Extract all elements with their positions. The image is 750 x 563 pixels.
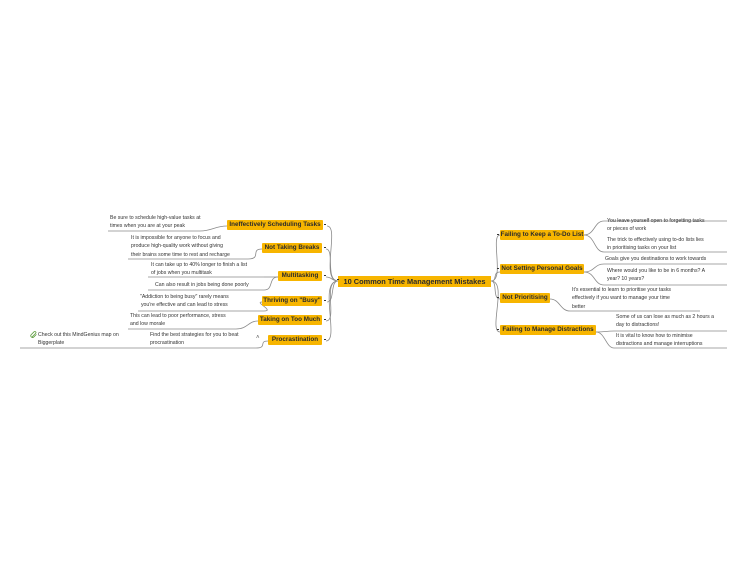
- central-marker: [337, 279, 339, 280]
- note-procrastination: Find the best strategies for you to beat procrastination: [150, 332, 239, 347]
- topic-failing-distractions[interactable]: Failing to Manage Distractions: [500, 325, 596, 335]
- note-forgetting-tasks: You leave yourself open to forgetting tasks or pieces of work: [607, 218, 705, 233]
- note-dots: ˄: [256, 335, 260, 341]
- expand-marker[interactable]: [497, 297, 499, 298]
- expand-marker[interactable]: [324, 275, 326, 276]
- expand-marker[interactable]: [324, 224, 326, 225]
- expand-marker[interactable]: [324, 319, 326, 320]
- topic-multitasking[interactable]: Multitasking: [278, 271, 322, 281]
- note-breaks: It is impossible for anyone to focus and produce high-quality work without giving their brains some time to rest and recharge: [131, 235, 230, 258]
- paperclip-icon: [30, 331, 38, 339]
- topic-procrastination[interactable]: Procrastination: [268, 335, 322, 345]
- note-goals-where: Where would you like to be in 6 months? A year? 10 years?: [607, 268, 706, 283]
- expand-marker[interactable]: [324, 300, 326, 301]
- topic-thriving-on-busy[interactable]: Thriving on "Busy": [263, 297, 321, 304]
- topic-failing-to-do-list[interactable]: Failing to Keep a To-Do List: [500, 231, 584, 238]
- note-todo-trick: The trick to effectively using to-do lists lies in prioritising tasks on your list: [607, 237, 704, 252]
- topic-ineffectively-scheduling-tasks[interactable]: Ineffectively Scheduling Tasks: [227, 220, 323, 230]
- expand-marker[interactable]: [497, 234, 499, 235]
- topic-taking-on-too-much[interactable]: Taking on Too Much: [259, 316, 321, 323]
- expand-marker[interactable]: [324, 247, 326, 248]
- expand-marker[interactable]: [497, 329, 499, 330]
- note-minimise-distractions: It is vital to know how to minimise distractions and manage interruptions: [616, 333, 703, 348]
- topic-not-prioritising[interactable]: Not Prioritising: [500, 293, 550, 303]
- expand-marker[interactable]: [324, 339, 326, 340]
- note-schedule-peak: Be sure to schedule high-value tasks at times when you are at your peak: [110, 215, 201, 230]
- topic-not-setting-goals[interactable]: Not Setting Personal Goals: [501, 265, 583, 272]
- note-multitask-poor: Can also result in jobs being done poorly: [155, 282, 249, 288]
- note-lose-hours: Some of us can lose as much as 2 hours a day to distractions!: [616, 314, 715, 329]
- central-topic[interactable]: [338, 276, 491, 287]
- central-topic-label: 10 Common Time Management Mistakes: [343, 277, 486, 286]
- topic-not-taking-breaks[interactable]: Not Taking Breaks: [262, 243, 322, 253]
- note-goals-destinations: Goals give you destinations to work towards: [605, 256, 707, 262]
- expand-marker[interactable]: [497, 268, 499, 269]
- note-multitask-longer: It can take up to 40% longer to finish a list of jobs when you multitask: [151, 262, 248, 277]
- footer-link[interactable]: Check out this MindGenius map on Biggerplate: [38, 332, 119, 347]
- note-prioritise: It's essential to learn to prioritise your tasks effectively if you want to manage your time better: [572, 287, 672, 310]
- note-busy: "Addiction to being busy" rarely means you're effective and can lead to stress: [140, 294, 229, 309]
- note-too-much: This can lead to poor performance, stress and low morale: [130, 313, 226, 328]
